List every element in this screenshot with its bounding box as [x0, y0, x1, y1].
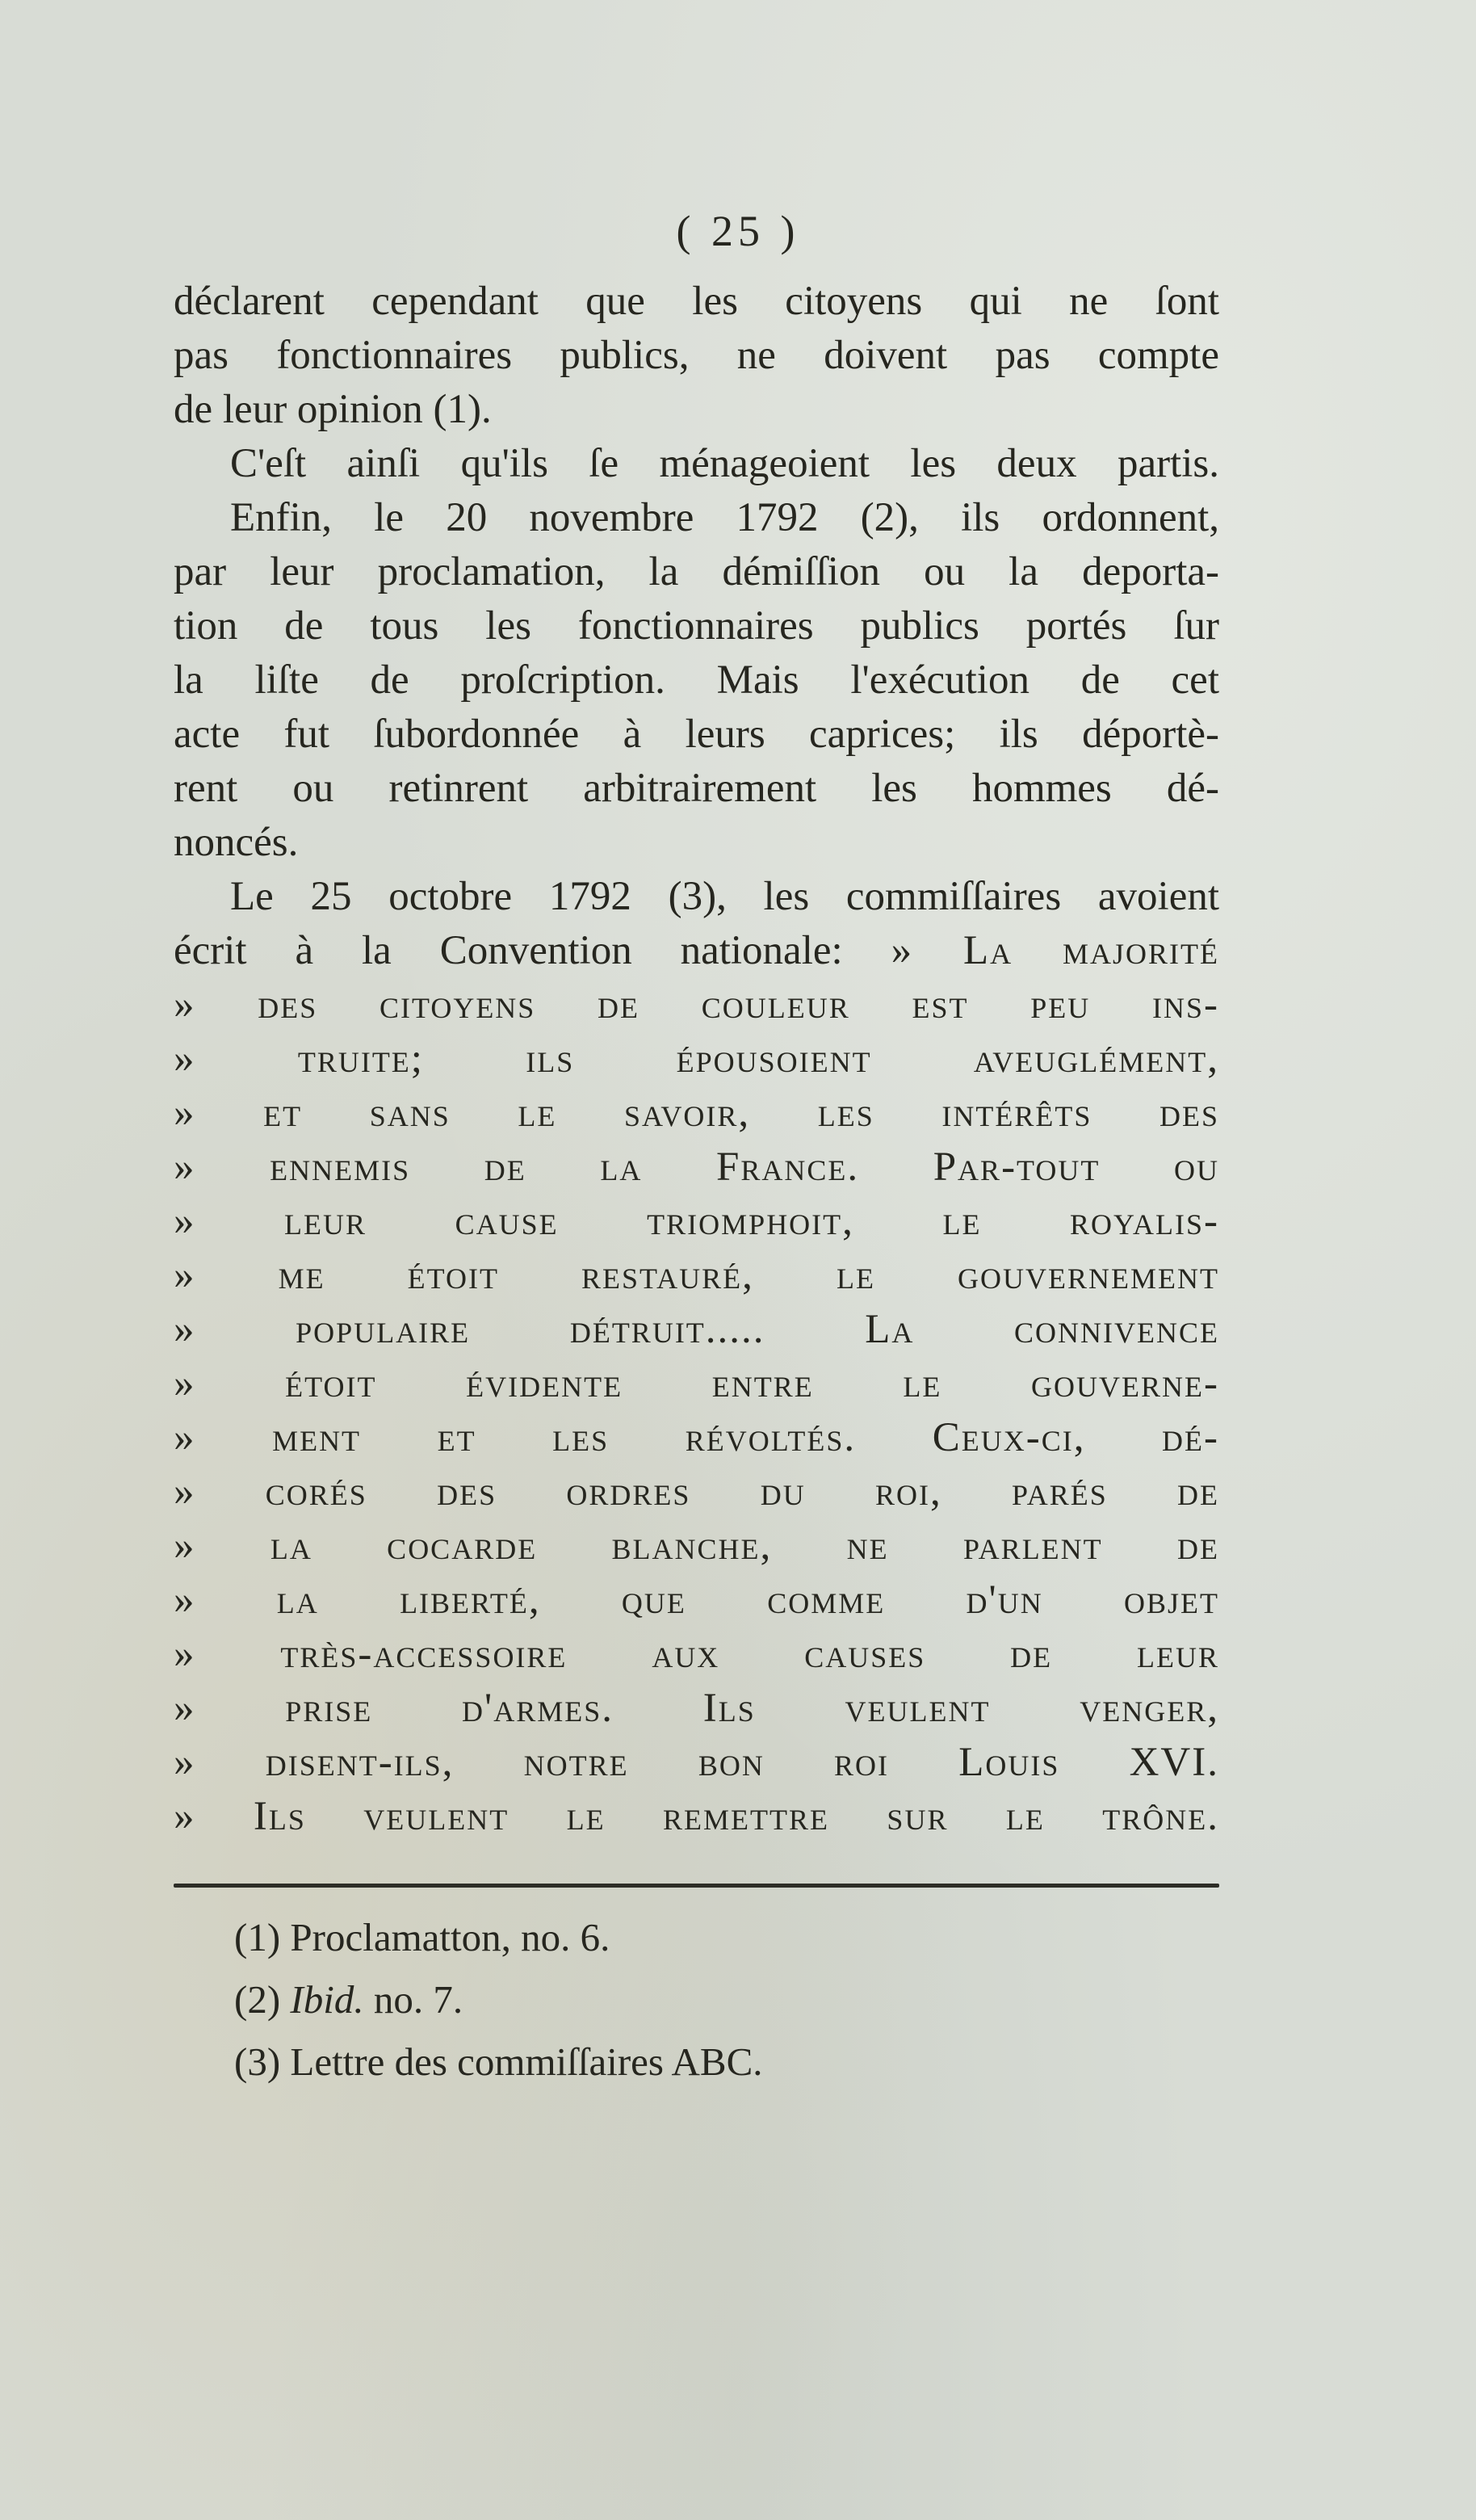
footnote-marker: (3): [234, 2039, 281, 2084]
text-line: acte fut ſubordonnée à leurs caprices; ils déportè-: [174, 712, 1219, 757]
text-line: » leur cause triomphoit, le royalis-: [174, 1199, 1219, 1244]
footnote-3: [234, 2031, 763, 2093]
footnote-text: Proclamatton, no. 6.: [290, 1915, 610, 1959]
text-line: » ennemis de la France. Par-tout ou: [174, 1144, 1219, 1190]
text-line: la liſte de proſcription. Mais l'exécution de cet: [174, 657, 1219, 703]
text-line: » disent-ils, notre bon roi Louis XVI.: [174, 1740, 1219, 1785]
text-line-roman: écrit à la Convention nationale:: [174, 928, 891, 973]
text-line: pas fonctionnaires publics, ne doivent pas compte: [174, 333, 1219, 378]
footnotes: [234, 1906, 763, 2093]
text-line: » me étoit restauré, le gouvernement: [174, 1253, 1219, 1298]
text-line: » la liberté, que comme d'un objet: [174, 1577, 1219, 1623]
body-text: [174, 275, 1219, 1844]
text-line: Enfin, le 20 novembre 1792 (2), ils ordonnent,: [230, 495, 1219, 540]
text-line: » et sans le savoir, les intérêts des: [174, 1090, 1219, 1136]
text-line: noncés.: [174, 820, 299, 865]
text-line: » la cocarde blanche, ne parlent de: [174, 1523, 1219, 1569]
footnote-marker: (1): [234, 1915, 281, 1959]
text-line: de leur opinion (1).: [174, 387, 492, 432]
footnote-marker: (2): [234, 1977, 281, 2022]
footnote-2: [234, 1968, 763, 2031]
text-line: Le 25 octobre 1792 (3), les commiſſaires avoient: [230, 874, 1219, 919]
footnote-text: Lettre des commiſſaires ABC.: [290, 2039, 763, 2084]
text-line: » prise d'armes. Ils veulent venger,: [174, 1686, 1219, 1731]
text-line: » populaire détruit..... La connivence: [174, 1307, 1219, 1352]
footnote-italic: Ibid.: [290, 1977, 364, 2022]
text-line: » Ils veulent le remettre sur le trône.: [174, 1794, 1219, 1839]
text-line: » très-accessoire aux causes de leur: [174, 1632, 1219, 1677]
footnote-1: [234, 1906, 763, 1968]
text-line: par leur proclamation, la démiſſion ou la deporta-: [174, 549, 1219, 594]
footnote-rule: [174, 1884, 1219, 1888]
text-line: tion de tous les fonctionnaires publics portés ſur: [174, 603, 1219, 649]
text-line: C'eſt ainſi qu'ils ſe ménageoient les deux partis.: [230, 441, 1219, 486]
text-line: » truite; ils épousoient aveuglément,: [174, 1036, 1219, 1082]
text-line: » corés des ordres du roi, parés de: [174, 1469, 1219, 1514]
text-line-small-caps: » La majorité: [891, 928, 1219, 973]
text-line: » étoit évidente entre le gouverne-: [174, 1361, 1219, 1406]
text-line: [174, 924, 1219, 978]
page-number: ( 25 ): [676, 207, 800, 255]
text-line: déclarent cependant que les citoyens qui ne ſont: [174, 279, 1219, 324]
text-line: rent ou retinrent arbitrairement les hommes dé-: [174, 766, 1219, 811]
text-line: » des citoyens de couleur est peu ins-: [174, 982, 1219, 1027]
text-line: » ment et les révoltés. Ceux-ci, dé-: [174, 1415, 1219, 1460]
footnote-text: no. 7.: [363, 1977, 463, 2022]
